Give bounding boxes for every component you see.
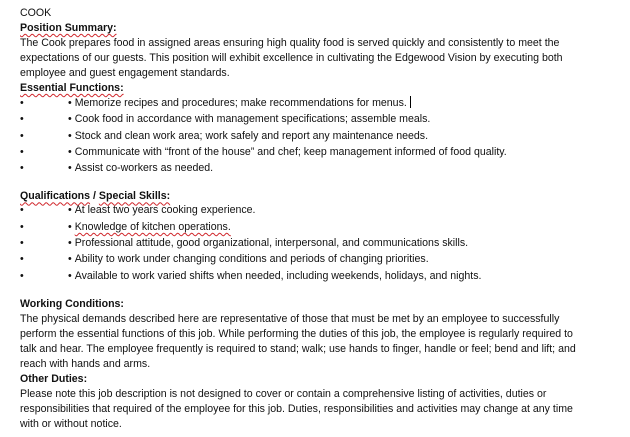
list-item-text: Assist co-workers as needed.: [74, 162, 214, 175]
bullet-icon: •: [20, 204, 24, 217]
list-item-text: Available to work varied shifts when needed, including weekends, holidays, and nights.: [74, 269, 482, 282]
bullet-icon: •: [20, 162, 24, 175]
bullet-icon: •: [20, 97, 24, 109]
list-item-text: Ability to work under changing conditions and periods of changing priorities.: [74, 253, 429, 266]
essential-functions-list: [20, 96, 620, 177]
bullet-icon: •: [20, 220, 24, 233]
qualifications-heading-separator: /: [90, 190, 99, 203]
list-item-text: Knowledge of kitchen operations.: [74, 220, 231, 233]
qualifications-heading-part1: Qualifications: [20, 190, 91, 203]
bullet-icon: •: [20, 145, 24, 158]
list-item-text: Professional attitude, good organizational, interpersonal, and communications skills.: [74, 237, 469, 250]
list-item: [20, 220, 620, 236]
list-item: [20, 161, 620, 177]
bullet-icon: •: [68, 237, 72, 250]
list-item-text: At least two years cooking experience.: [74, 204, 256, 217]
list-item: [20, 129, 620, 145]
working-conditions-text: The physical demands described here are representative of those that must be met by an employee to successfully perform the essential functions of this job. While performing the duties of this job, the employee is regularly required to talk and hear. The employee frequently is required to stand; walk; use hands to finger, handle or feel; bend and lift; and reach with hands and arms.: [20, 312, 576, 370]
bullet-icon: •: [68, 113, 72, 126]
list-item-text: Cook food in accordance with management specifications; assemble meals.: [74, 113, 431, 126]
qualifications-list: [20, 203, 620, 284]
bullet-icon: •: [68, 97, 72, 109]
bullet-icon: •: [20, 253, 24, 266]
list-item-text: Communicate with “front of the house” and chef; keep management informed of food quality.: [74, 145, 507, 158]
bullet-icon: •: [20, 237, 24, 250]
other-duties-heading: Other Duties:: [20, 372, 88, 385]
bullet-icon: •: [68, 204, 72, 217]
text-cursor: [410, 96, 411, 108]
list-item: [20, 269, 620, 285]
list-item: [20, 112, 620, 128]
bullet-icon: •: [68, 220, 72, 233]
bullet-icon: •: [20, 129, 24, 142]
list-item: [20, 145, 620, 161]
bullet-icon: •: [68, 253, 72, 266]
working-conditions-heading: Working Conditions:: [20, 297, 124, 310]
bullet-icon: •: [20, 269, 24, 282]
qualifications-heading: [20, 189, 620, 203]
other-duties-text: Please note this job description is not designed to cover or contain a comprehensive listing of activities, duties or responsibilities that required of the employee for this job. Duties, responsibilities and activities may change at any time with or without notice.: [20, 387, 573, 430]
bullet-icon: •: [68, 129, 72, 142]
qualifications-heading-part2: Special Skills:: [98, 190, 171, 203]
bullet-icon: •: [68, 145, 72, 158]
bullet-icon: •: [68, 162, 72, 175]
document-page: [20, 6, 620, 432]
position-summary-heading: Position Summary:: [20, 22, 117, 34]
list-item: [20, 252, 620, 268]
list-item-text: Memorize recipes and procedures; make recommendations for menus.: [74, 97, 407, 109]
job-title: COOK: [20, 7, 52, 19]
position-summary-text: The Cook prepares food in assigned areas ensuring high quality food is served quickly and consistently to meet the expectations of our guests. This position will exhibit excellence in cultivating the Edgewood Vision by executing both employee and guest engagement standards.: [20, 37, 563, 79]
list-item: [20, 203, 620, 219]
essential-functions-heading: Essential Functions:: [20, 82, 124, 94]
bullet-icon: •: [20, 113, 24, 126]
bullet-icon: •: [68, 269, 72, 282]
list-item: [20, 96, 620, 112]
list-item-text: Stock and clean work area; work safely and report any maintenance needs.: [74, 129, 429, 142]
list-item: [20, 236, 620, 252]
